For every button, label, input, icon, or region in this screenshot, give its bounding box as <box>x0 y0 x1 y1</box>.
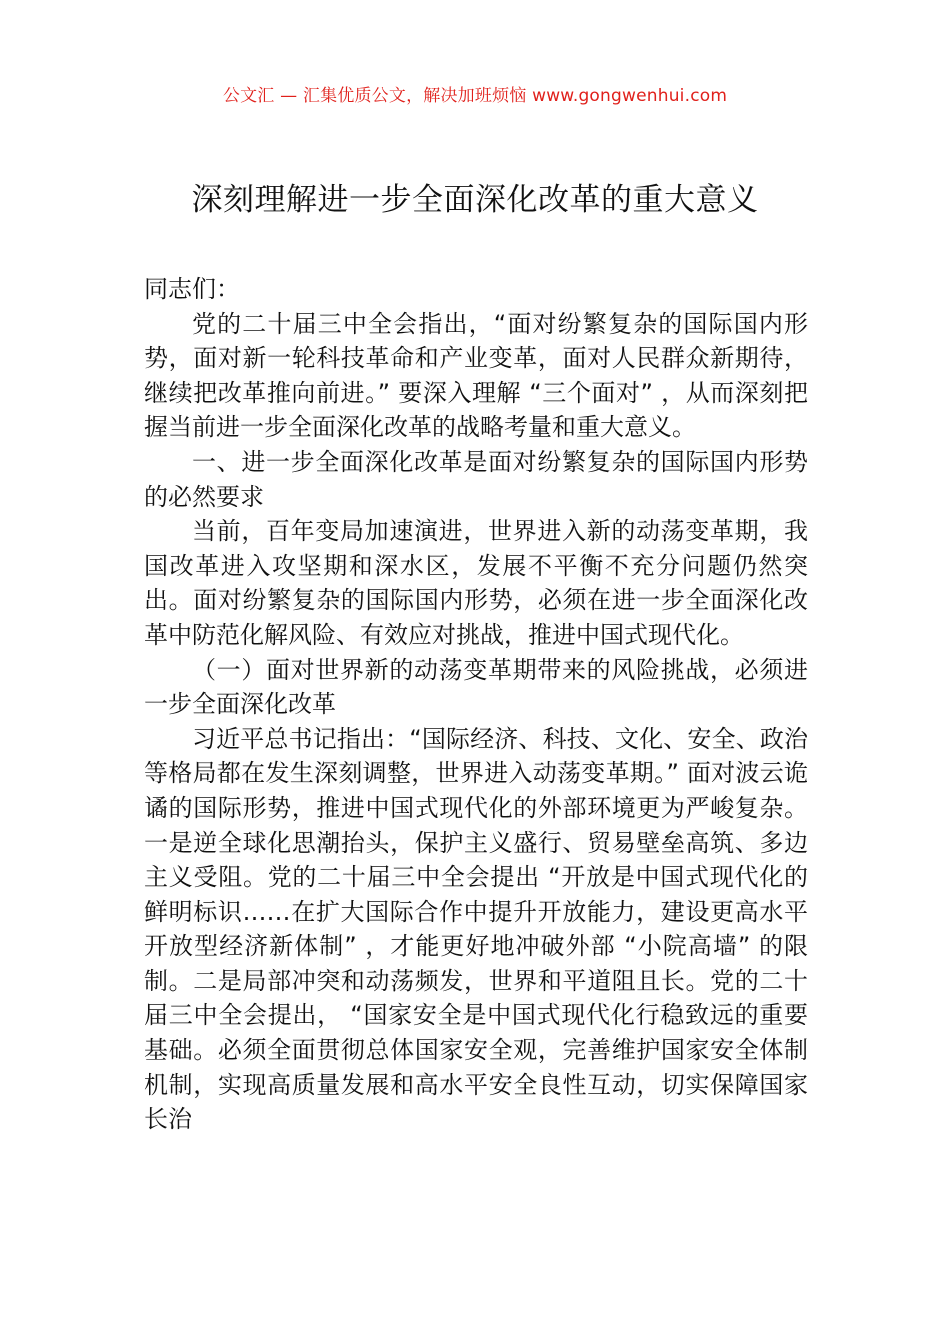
document-title: 深刻理解进一步全面深化改革的重大意义 <box>191 182 759 218</box>
header-banner: 公文汇 — 汇集优质公文，解决加班烦恼 www.gongwenhui.com <box>222 86 728 106</box>
salutation: 同志们： <box>144 275 240 303</box>
paragraph-section-1: 当前，百年变局加速演进，世界进入新的动荡变革期，我国改革进入攻坚期和深水区，发展不平衡不充分问题仍然突出。面对纷繁复杂的国际国内形势，必须在进一步全面深化改革中防范化解风险、有效应对挑战，推进中国式现代化。 <box>144 517 808 649</box>
document-body <box>144 272 808 1137</box>
paragraph-subsection-1: 习近平总书记指出：“国际经济、科技、文化、安全、政治等格局都在发生深刻调整，世界进入动荡变革期。” 面对波云诡谲的国际形势，推进中国式现代化的外部环境更为严峻复杂。一是逆全球化思潮抬头，保护主义盛行、贸易壁垒高筑、多边主义受阻。党的二十届三中全会提出 “开放是中国式现代化的鲜明标识……在扩大国际合作中提升开放能力，建设更高水平开放型经济新体制” ，才能更好地冲破外部 “小院高墙” 的限制。二是局部冲突和动荡频发，世界和平道阻且长。党的二十届三中全会提出， “国家安全是中国式现代化行稳致远的重要基础。必须全面贯彻总体国家安全观，完善维护国家安全体制机制，实现高质量发展和高水平安全良性互动，切实保障国家长治 <box>144 724 808 1134</box>
section-heading-1: 一、进一步全面深化改革是面对纷繁复杂的国际国内形势的必然要求 <box>144 447 808 511</box>
subsection-heading-1: （一）面对世界新的动荡变革期带来的风险挑战，必须进一步全面深化改革 <box>144 655 808 719</box>
paragraph-intro: 党的二十届三中全会指出，“面对纷繁复杂的国际国内形势，面对新一轮科技革命和产业变革，面对人民群众新期待，继续把改革推向前进。” 要深入理解 “三个面对” ，从而深刻把握当前进一步全面深化改革的战略考量和重大意义。 <box>144 309 808 442</box>
